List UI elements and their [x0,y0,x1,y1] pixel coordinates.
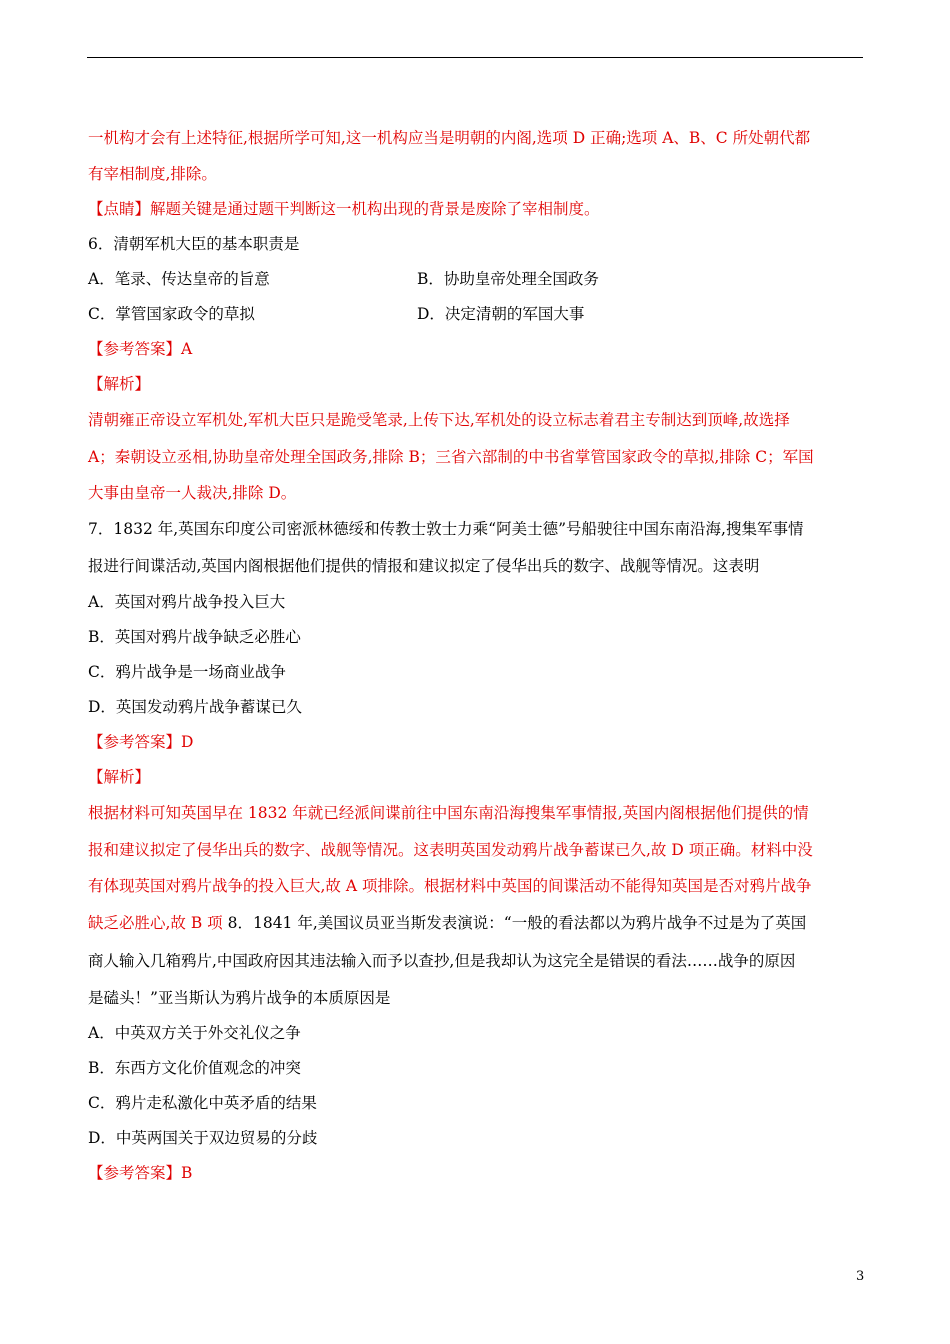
q6-option-d: D．决定清朝的军国大事 [417,305,585,323]
tip-note: 【点睛】解题关键是通过题干判断这一机构出现的背景是废除了宰相制度。 [88,200,600,218]
q8-answer: 【参考答案】B [88,1164,193,1182]
header-rule [87,57,863,58]
q6-option-b: B．协助皇帝处理全国政务 [417,270,599,288]
q7-option-b: B．英国对鸦片战争缺乏必胜心 [88,628,301,646]
q6-option-a: A．笔录、传达皇帝的旨意 [88,270,270,288]
q8-stem-line-3: 是磕头！”亚当斯认为鸦片战争的本质原因是 [88,989,391,1007]
q8-stem-line-2: 商人输入几箱鸦片,中国政府因其违法输入而予以查抄,但是我却认为这完全是错误的看法……战争的原因 [88,952,796,970]
q6-analysis-label: 【解析】 [88,375,151,393]
q6-answer: 【参考答案】A [88,340,193,358]
q8-option-b: B．东西方文化价值观念的冲突 [88,1059,301,1077]
q7-analysis-line-3: 有体现英国对鸦片战争的投入巨大,故 A 项排除。根据材料中英国的间谍活动不能得知英国是否对鸦片战争 [88,877,812,895]
q6-option-c: C．掌管国家政令的草拟 [88,305,255,323]
q8-option-c: C．鸦片走私激化中英矛盾的结果 [88,1094,317,1112]
q7-option-d: D．英国发动鸦片战争蓄谋已久 [88,698,302,716]
q7-stem-line-2: 报进行间谍活动,英国内阁根据他们提供的情报和建议拟定了侵华出兵的数字、战舰等情况。这表明 [88,557,760,575]
q6-analysis-line-3: 大事由皇帝一人裁决,排除 D。 [88,484,297,502]
q7-option-a: A．英国对鸦片战争投入巨大 [88,593,286,611]
q7-option-c: C．鸦片战争是一场商业战争 [88,663,286,681]
q7-analysis-line-2: 报和建议拟定了侵华出兵的数字、战舰等情况。这表明英国发动鸦片战争蓄谋已久,故 D 项正确。材料中没 [88,841,813,859]
q6-analysis-line-2: A；秦朝设立丞相,协助皇帝处理全国政务,排除 B；三省六部制的中书省掌管国家政令的草拟,排除 C；军国 [88,448,814,466]
q7-analysis-label: 【解析】 [88,768,151,786]
prev-analysis-line-2: 有宰相制度,排除。 [88,165,217,183]
q8-option-a: A．中英双方关于外交礼仪之争 [88,1024,301,1042]
page-number: 3 [856,1269,865,1284]
q6-analysis-line-1: 清朝雍正帝设立军机处,军机大臣只是跪受笔录,上传下达,军机处的设立标志着君主专制达到顶峰,故选择 [88,411,790,429]
q7-stem-line-1: 7．1832 年,英国东印度公司密派林德绥和传教士敦士力乘“阿美士德”号船驶往中国东南沿海,搜集军事情 [88,520,804,538]
prev-analysis-line-1: 一机构才会有上述特征,根据所学可知,这一机构应当是明朝的内阁,选项 D 正确;选项 A、B、C 所处朝代都 [88,129,811,147]
q8-stem-line-1: 8．1841 年,美国议员亚当斯发表演说：“一般的看法都以为鸦片战争不过是为了英国 [222,914,807,932]
q7-analysis-line-4 [88,913,806,933]
q7-answer: 【参考答案】D [88,733,194,751]
q7-analysis-line-1: 根据材料可知英国早在 1832 年就已经派间谍前往中国东南沿海搜集军事情报,英国内阁根据他们提供的情 [88,804,809,822]
q7-analysis-line-4-red: 缺乏必胜心,故 B 项 [88,914,223,932]
q8-option-d: D．中英两国关于双边贸易的分歧 [88,1129,318,1147]
q6-stem: 6．清朝军机大臣的基本职责是 [88,235,300,253]
